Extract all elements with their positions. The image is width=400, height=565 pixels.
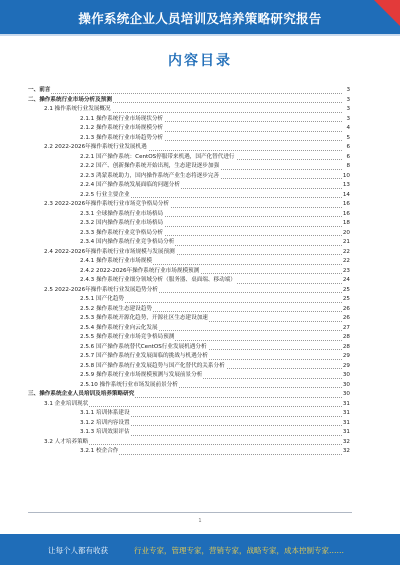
- toc-title: 内容目录: [168, 53, 232, 69]
- toc-entry-page: 14: [342, 191, 350, 201]
- toc-entry[interactable]: [28, 191, 350, 201]
- toc-entry-title: 2.5.2 操作系统生态建设趋势: [80, 305, 153, 315]
- toc-entry[interactable]: [28, 153, 350, 163]
- toc-entry[interactable]: [28, 409, 350, 419]
- toc-entry[interactable]: [28, 267, 350, 277]
- toc-entry-page: 13: [342, 181, 350, 191]
- toc-entry[interactable]: [28, 172, 350, 182]
- toc-entry-title: 2.5.4 操作系统行业向云化发展: [80, 324, 159, 334]
- toc-leader-dots: [98, 454, 342, 455]
- toc-entry-page: 31: [342, 409, 350, 419]
- toc-entry-page: 10: [342, 172, 350, 182]
- toc-entry[interactable]: [28, 428, 350, 438]
- toc-entry-page: 3: [345, 86, 350, 96]
- toc-entry-page: 8: [345, 162, 350, 172]
- toc-entry-page: 25: [342, 286, 350, 296]
- toc-entry-page: 5: [345, 134, 350, 144]
- toc-entry-title: 3.1.1 培训体系建设: [80, 409, 131, 419]
- toc-entry[interactable]: [28, 314, 350, 324]
- report-title: 操作系统企业人员培训及培养策略研究报告: [78, 11, 322, 26]
- toc-entry-title: 2.1.3 操作系统行业市场趋势分析: [80, 134, 164, 144]
- toc-entry[interactable]: [28, 400, 350, 410]
- toc-entry-title: 一、前言: [28, 86, 51, 96]
- bottom-divider: [28, 512, 352, 513]
- toc-entry[interactable]: [28, 105, 350, 115]
- toc-entry-title: 2.5.10 操作系统行业市场发展前景分析: [80, 381, 179, 391]
- toc-entry-title: 三、操作系统企业人员培训及培养策略研究: [28, 390, 135, 400]
- toc-entry-title: 2.5.9 操作系统行业市场规模预测与发展前景分析: [80, 371, 203, 381]
- toc-entry[interactable]: [28, 390, 350, 400]
- toc-entry-page: 28: [342, 333, 350, 343]
- corner-decoration: [374, 0, 400, 26]
- toc-entry-title: 2.5.3 操作系统开源化趋势，开源社区生态建设加速: [80, 314, 209, 324]
- toc-entry-title: 2.1.2 操作系统行业市场规模分析: [80, 124, 164, 134]
- toc-entry-page: 16: [342, 210, 350, 220]
- toc-entry-title: 2.1 操作系统行业发展概况: [44, 105, 112, 115]
- toc-entry-title: 2.3.1 全球操作系统行业市场格局: [80, 210, 164, 220]
- toc-entry-page: 4: [345, 124, 350, 134]
- toc-entry-page: 16: [342, 200, 350, 210]
- toc-entry[interactable]: [28, 447, 350, 457]
- toc-entry-title: 2.2.3 鸿蒙系统助力，国内操作系统产业生态将逐步完善: [80, 172, 220, 182]
- toc-entry[interactable]: [28, 381, 350, 391]
- toc-entry-page: 29: [342, 362, 350, 372]
- toc-entry-title: 2.3.3 操作系统行业竞争格局分析: [80, 229, 164, 239]
- toc-entry-title: 2.5.7 国产操作系统行业发展面临的挑战与机遇分析: [80, 352, 209, 362]
- toc-entry[interactable]: [28, 162, 350, 172]
- toc-entry-page: 6: [345, 153, 350, 163]
- toc-leader-dots: [68, 444, 342, 445]
- toc-leader-dots: [48, 93, 342, 94]
- toc-entry-page: 24: [342, 276, 350, 286]
- toc-entry-title: 二、操作系统行业市场分析及预测: [28, 96, 113, 106]
- toc-entry[interactable]: [28, 115, 350, 125]
- toc-leader-dots: [98, 197, 342, 198]
- toc-entry-page: 26: [342, 314, 350, 324]
- footer-slogan: 让每个人都有收获: [48, 546, 108, 555]
- toc-entry[interactable]: [28, 200, 350, 210]
- toc-entry[interactable]: [28, 305, 350, 315]
- toc-entry-page: 20: [342, 229, 350, 239]
- toc-entry-page: 30: [342, 371, 350, 381]
- toc-entry[interactable]: [28, 371, 350, 381]
- toc-entry[interactable]: [28, 86, 350, 96]
- toc-entry-page: 31: [342, 419, 350, 429]
- toc-entry-title: 2.4.2 2022-2026年操作系统行业市场规模预测: [80, 267, 200, 277]
- toc-entry[interactable]: [28, 362, 350, 372]
- toc-entry[interactable]: [28, 181, 350, 191]
- toc-entry[interactable]: [28, 286, 350, 296]
- toc-leader-dots: [98, 416, 342, 417]
- toc-entry-page: 26: [342, 305, 350, 315]
- toc-entry-page: 28: [342, 343, 350, 353]
- toc-entry-page: 30: [342, 390, 350, 400]
- toc-entry-page: 30: [342, 381, 350, 391]
- page-number: 1: [198, 518, 202, 524]
- toc-entry-page: 22: [342, 248, 350, 258]
- toc-entry[interactable]: [28, 343, 350, 353]
- toc-entry-title: 2.2 2022-2026年操作系统行业发展机遇: [44, 143, 148, 153]
- toc-entry-title: 2.2.4 国产操作系统发展面临的问题分析: [80, 181, 181, 191]
- toc-entry[interactable]: [28, 438, 350, 448]
- toc-entry[interactable]: [28, 419, 350, 429]
- toc-entry-page: 21: [342, 238, 350, 248]
- toc-entry-title: 2.5.6 国产操作系统替代CentOS行业发展机遇分析: [80, 343, 208, 353]
- toc-entry-page: 32: [342, 447, 350, 457]
- toc-entry-page: 22: [342, 257, 350, 267]
- toc-entry-title: 3.2 人才培养策略: [44, 438, 89, 448]
- toc-entry-page: 3: [345, 115, 350, 125]
- toc-entry-title: 3.1.3 培训效果评估: [80, 428, 131, 438]
- toc-entry-title: 2.3.2 国内操作系统行业市场格局: [80, 219, 164, 229]
- toc-entry-page: 3: [345, 96, 350, 106]
- toc-entry-page: 3: [345, 105, 350, 115]
- toc-entry[interactable]: [28, 352, 350, 362]
- toc-entry[interactable]: [28, 219, 350, 229]
- toc-entry[interactable]: [28, 333, 350, 343]
- toc-entry[interactable]: [28, 257, 350, 267]
- report-header: [0, 0, 400, 34]
- toc-entry[interactable]: [28, 124, 350, 134]
- toc-leader-dots: [98, 425, 342, 426]
- toc-entry[interactable]: [28, 229, 350, 239]
- toc-entry-page: 27: [342, 324, 350, 334]
- toc-entry-page: 23: [342, 267, 350, 277]
- toc-entry-title: 2.3.4 国内操作系统行业竞争格局分析: [80, 238, 175, 248]
- toc-entry-page: 31: [342, 428, 350, 438]
- toc-entry-title: 3.1 企业培训现状: [44, 400, 89, 410]
- toc-entry-title: 3.1.2 培训内容设置: [80, 419, 131, 429]
- header-divider: [0, 34, 400, 36]
- toc-entry[interactable]: [28, 295, 350, 305]
- toc-leader-dots: [98, 435, 342, 436]
- toc-entry[interactable]: [28, 134, 350, 144]
- toc-entry-page: 6: [345, 143, 350, 153]
- toc-entry-page: 31: [342, 400, 350, 410]
- toc-entry-page: 29: [342, 352, 350, 362]
- toc-entry-title: 2.2.5 行业主要企业: [80, 191, 131, 201]
- footer-expert-list: 行业专家，管理专家，营销专家，战略专家，成本控制专家……: [134, 546, 344, 555]
- toc-entry[interactable]: [28, 143, 350, 153]
- toc-entry-title: 2.4.1 操作系统行业市场规模: [80, 257, 153, 267]
- toc-entry-title: 2.4 2022-2026年操作系统行业市场规模与发展预测: [44, 248, 176, 258]
- toc-entry[interactable]: [28, 96, 350, 106]
- toc-entry-title: 2.4.3 操作系统行业细分领域分析（服务器、桌面端、移动端）: [80, 276, 237, 286]
- toc-entry-title: 2.5 2022-2026年操作系统行业发展趋势分析: [44, 286, 159, 296]
- toc-entry[interactable]: [28, 210, 350, 220]
- toc-entry-title: 2.5.5 操作系统行业市场竞争格局预测: [80, 333, 175, 343]
- toc-leader-dots: [68, 406, 342, 407]
- toc-entry[interactable]: [28, 238, 350, 248]
- toc-entry-title: 2.3 2022-2026年操作系统行业市场竞争格局分析: [44, 200, 170, 210]
- toc-entry-title: 2.5.1 国产化趋势: [80, 295, 125, 305]
- toc-entry-title: 2.2.2 国产、创新操作系统开始出现，生态建设逐步加强: [80, 162, 220, 172]
- report-footer: [0, 534, 400, 565]
- toc-entry[interactable]: [28, 248, 350, 258]
- toc-entry[interactable]: [28, 324, 350, 334]
- toc-entry-page: 18: [342, 219, 350, 229]
- toc-entry[interactable]: [28, 276, 350, 286]
- table-of-contents: [28, 86, 350, 457]
- toc-entry-title: 2.1.1 操作系统行业市场现状分析: [80, 115, 164, 125]
- toc-entry-page: 32: [342, 438, 350, 448]
- toc-leader-dots: [98, 302, 342, 303]
- toc-entry-page: 25: [342, 295, 350, 305]
- toc-entry-title: 2.5.8 国产操作系统行业发展趋势与国产化替代的关系分析: [80, 362, 226, 372]
- toc-entry-title: 2.2.1 国产操作系统：CentOS停服带来机遇，国产化替代进行: [80, 153, 236, 163]
- toc-entry-title: 3.2.1 校企合作: [80, 447, 119, 457]
